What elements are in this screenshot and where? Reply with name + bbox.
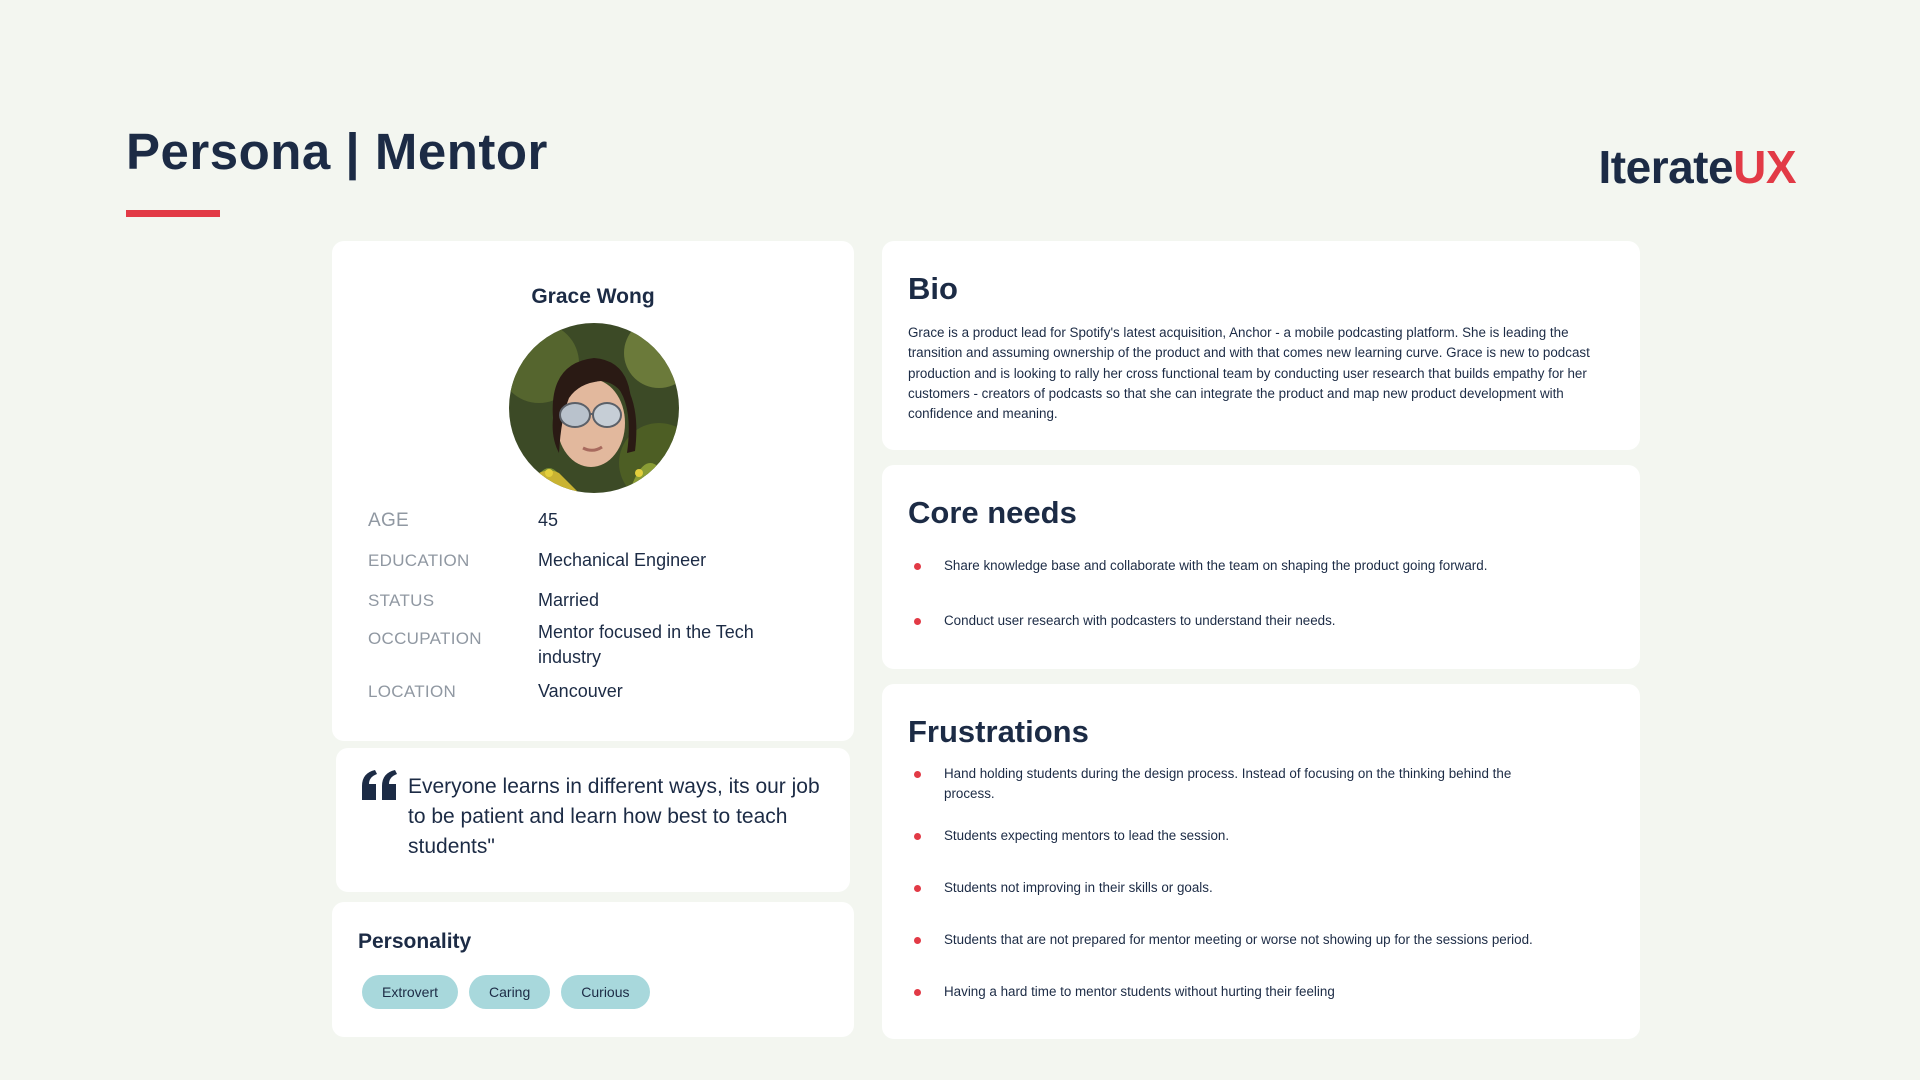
quote-text: Everyone learns in different ways, its our job to be patient and learn how best to teach students" (408, 775, 820, 858)
list-item (908, 826, 1628, 846)
personality-tag: Extrovert (362, 975, 458, 1009)
core-needs-card (882, 465, 1640, 669)
info-label: AGE (368, 510, 410, 531)
list-item (908, 982, 1628, 1002)
list-item-text: Conduct user research with podcasters to understand their needs. (944, 613, 1336, 628)
personality-title: Personality (358, 930, 472, 953)
bullet-dot-icon (914, 989, 921, 996)
info-row-location (368, 679, 828, 704)
info-row-status (368, 588, 828, 613)
info-value: Married (538, 590, 600, 610)
bullet-dot-icon (914, 885, 921, 892)
bio-title: Bio (908, 271, 958, 306)
info-label: STATUS (368, 591, 435, 610)
list-item-text: Students that are not prepared for mentor meeting or worse not showing up for the sessions period. (944, 932, 1533, 947)
info-row-occupation (368, 620, 828, 670)
bio-text: Grace is a product lead for Spotify's latest acquisition, Anchor - a mobile podcasting platform. She is leading the transition and assuming ownership of the product and with that comes new learning curve. Grace is new to podcast production and is looking to rally her cross functional team by conducting user research that builds empathy for her customers - creators of podcasts so that she can integrate the product and map new product development with confidence and meaning. (908, 325, 1590, 422)
info-label: OCCUPATION (368, 629, 482, 648)
frustrations-title: Frustrations (908, 714, 1089, 749)
frustrations-list (908, 764, 1628, 1002)
personality-tags (362, 975, 650, 1009)
list-item (908, 930, 1628, 950)
list-item (908, 878, 1628, 898)
list-item-text: Students not improving in their skills or goals. (944, 880, 1213, 895)
bullet-dot-icon (914, 563, 921, 570)
list-item-text: Having a hard time to mentor students without hurting their feeling (944, 984, 1335, 999)
bullet-dot-icon (914, 771, 921, 778)
bullet-dot-icon (914, 833, 921, 840)
info-value: Vancouver (538, 681, 623, 701)
quote-icon (362, 770, 398, 800)
info-label: LOCATION (368, 682, 457, 701)
avatar (509, 323, 679, 493)
info-row-age (368, 508, 828, 533)
bullet-dot-icon (914, 937, 921, 944)
core-needs-list (908, 556, 1487, 631)
quote-card (336, 748, 850, 892)
frustrations-card (882, 684, 1640, 1039)
info-value: 45 (538, 510, 559, 530)
info-label: EDUCATION (368, 551, 470, 570)
list-item (908, 611, 1487, 631)
info-value: Mentor focused in the Tech industry (538, 622, 754, 667)
logo-main-text: Iterate (1598, 141, 1734, 193)
personality-card (332, 902, 854, 1037)
iterateux-logo (1599, 140, 1796, 194)
personality-tag: Caring (469, 975, 550, 1009)
core-needs-title: Core needs (908, 495, 1077, 530)
profile-card (332, 241, 854, 741)
title-underline (126, 210, 220, 217)
persona-name: Grace Wong (531, 285, 655, 308)
page-title: Persona | Mentor (126, 123, 548, 180)
personality-tag: Curious (561, 975, 649, 1009)
info-value: Mechanical Engineer (538, 550, 707, 570)
list-item (908, 556, 1487, 576)
logo-accent-text: UX (1733, 141, 1796, 193)
list-item-text: Share knowledge base and collaborate with the team on shaping the product going forward. (944, 558, 1488, 573)
list-item-text: Students expecting mentors to lead the session. (944, 828, 1230, 843)
list-item (908, 764, 1528, 804)
avatar-photo (509, 323, 679, 493)
bullet-dot-icon (914, 618, 921, 625)
profile-info-table (368, 508, 828, 719)
info-row-education (368, 548, 828, 573)
bio-card (882, 241, 1640, 450)
list-item-text: Hand holding students during the design process. Instead of focusing on the thinking behind the process. (944, 766, 1512, 801)
